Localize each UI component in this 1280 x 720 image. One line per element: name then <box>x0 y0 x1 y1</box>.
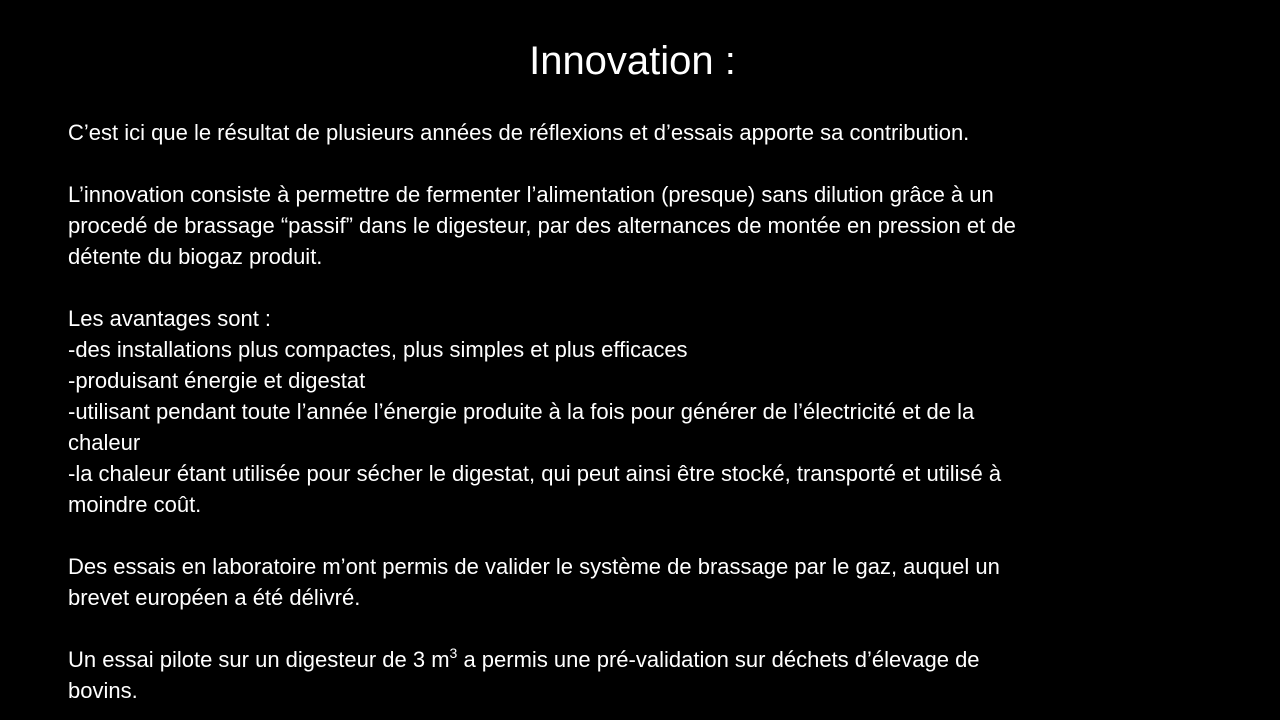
paragraph-2-line-1: L’innovation consiste à permettre de fermenter l’alimentation (presque) sans dilution grâce à un <box>68 182 994 207</box>
advantage-item-3-line-1: -utilisant pendant toute l’année l’énergie produite à la fois pour générer de l’électricité et de la <box>68 399 975 424</box>
paragraph-4-line-2: brevet européen a été délivré. <box>68 585 361 610</box>
paragraph-gap <box>68 520 1218 551</box>
advantage-item-4-line-1: -la chaleur étant utilisée pour sécher le digestat, qui peut ainsi être stocké, transporté et utilisé à <box>68 461 1002 486</box>
paragraph-gap <box>68 148 1218 179</box>
advantage-item-4-line-2: moindre coût. <box>68 492 202 517</box>
paragraph-5-text-before: Un essai pilote sur un digesteur de 3 m <box>68 647 450 672</box>
paragraph-5-line-2: bovins. <box>68 678 138 703</box>
paragraph-gap <box>68 613 1218 644</box>
slide-title: Innovation : <box>529 39 736 83</box>
advantages-heading: Les avantages sont : <box>68 306 272 331</box>
paragraph-1-line-1: C’est ici que le résultat de plusieurs années de réflexions et d’essais apporte sa contribution. <box>68 120 970 145</box>
advantage-item-1: -des installations plus compactes, plus simples et plus efficaces <box>68 337 688 362</box>
slide-body <box>68 117 1218 706</box>
advantage-item-2: -produisant énergie et digestat <box>68 368 366 393</box>
paragraph-2-line-2: procedé de brassage “passif” dans le digesteur, par des alternances de montée en pression et de <box>68 213 1016 238</box>
paragraph-5-text-after: a permis une pré-validation sur déchets d’élevage de <box>457 647 980 672</box>
paragraph-gap <box>68 272 1218 303</box>
paragraph-5-line-1 <box>68 644 1218 675</box>
advantage-item-3-line-2: chaleur <box>68 430 141 455</box>
cubic-superscript: 3 <box>449 645 458 661</box>
paragraph-2-line-3: détente du biogaz produit. <box>68 244 323 269</box>
paragraph-4-line-1: Des essais en laboratoire m’ont permis de valider le système de brassage par le gaz, auquel un <box>68 554 1000 579</box>
